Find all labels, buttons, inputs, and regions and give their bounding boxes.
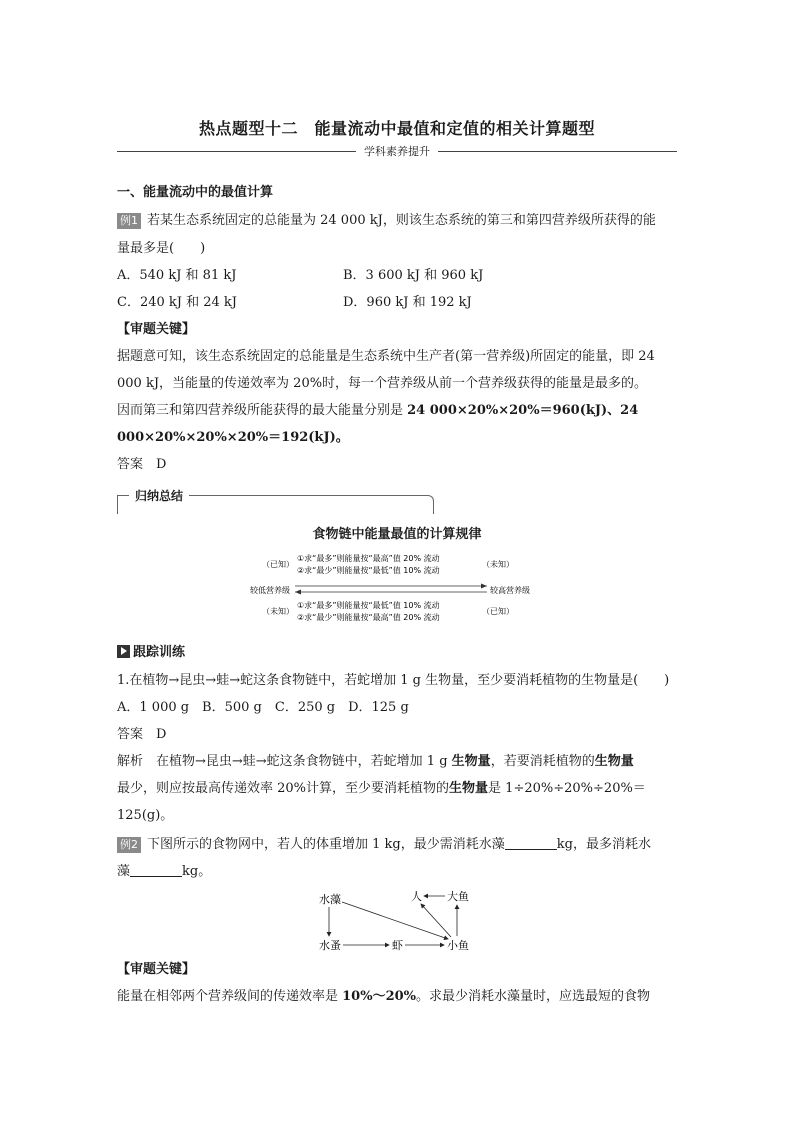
analysis-bold: 生物量 <box>594 754 634 769</box>
rule-2: ②求“最少”则能量按“最低”值 10% 流动 <box>297 566 440 575</box>
edge-algae-smallfish <box>342 902 448 939</box>
key-heading: 【审题关键】 <box>117 322 196 337</box>
key-heading-2: 【审题关键】 <box>117 962 196 977</box>
node-water-flea: 水蚤 <box>319 939 341 952</box>
analysis-text: 。求最少消耗水藻量时，应选最短的食物 <box>416 989 651 1004</box>
question-1-analysis-3: 125(g)。 <box>117 808 174 823</box>
node-algae: 水藻 <box>319 893 341 906</box>
rule-4: ②求“最少”则能量按“最高”值 20% 流动 <box>297 613 440 622</box>
node-small-fish: 小鱼 <box>447 939 469 952</box>
example-tag: 例1 <box>117 213 141 229</box>
question-1-analysis-1 <box>117 749 677 775</box>
example-2-question <box>117 832 677 858</box>
analysis-text: 最少，则应按最高传递效率 20%计算，至少要消耗植物的 <box>117 781 450 796</box>
node-shrimp: 虾 <box>392 939 403 952</box>
section-heading: 一、能量流动中的最值计算 <box>117 185 274 200</box>
options-row-1 <box>117 263 677 289</box>
analysis-line-1: 据题意可知，该生态系统固定的总能量是生态系统中生产者(第一营养级)所固定的能量，即 24 <box>117 349 655 364</box>
answer-blank[interactable] <box>130 862 182 877</box>
example-1-question-cont: 量最多是( ) <box>117 241 206 256</box>
question-text: 藻 <box>117 864 131 879</box>
rule-title: 食物链中能量最值的计算规律 <box>312 527 482 542</box>
analysis-text: 能量在相邻两个营养级间的传递效率是 <box>117 989 343 1004</box>
answer-blank[interactable] <box>505 835 557 850</box>
arrow-down-head <box>295 590 301 595</box>
page-title: 热点题型十二 能量流动中最值和定值的相关计算题型 <box>198 119 595 138</box>
question-text: 下图所示的食物网中，若人的体重增加 1 kg，最少需消耗水藻 <box>147 837 505 852</box>
example-1-question <box>117 208 677 234</box>
analysis-line-2: 000 kJ，当能量的传递效率为 20%时，每一个营养级从前一个营养级获得的能量是最多的。 <box>117 376 648 391</box>
higher-level-label: 较高营养级 <box>490 586 530 595</box>
arrow-up-head <box>481 584 487 589</box>
example-2-question-cont <box>117 859 677 885</box>
analysis-text: ，若要消耗植物的 <box>490 754 595 769</box>
divider-left <box>117 151 356 152</box>
example-2-analysis <box>117 984 677 1010</box>
analysis-bold: 生物量 <box>449 781 489 796</box>
analysis-text: 解析 在植物→昆虫→蛙→蛇这条食物链中，若蛇增加 1 g <box>117 754 452 769</box>
example-tag: 例2 <box>117 837 141 853</box>
analysis-text: 因而第三和第四营养级所能获得的最大能量分别是 <box>117 403 408 418</box>
subtitle: 学科素养提升 <box>364 145 430 158</box>
option-b: B．3 600 kJ 和 960 kJ <box>343 268 484 283</box>
analysis-formula: 24 000×20%×20%＝960(kJ)、24 <box>407 403 639 418</box>
analysis-bold: 生物量 <box>451 754 491 769</box>
tracking-heading-text: 跟踪训练 <box>133 645 186 660</box>
option-d: D．960 kJ 和 192 kJ <box>343 295 472 310</box>
lower-level-label: 较低营养级 <box>250 586 290 595</box>
summary-box <box>117 489 434 514</box>
node-big-fish: 大鱼 <box>447 890 469 903</box>
divider-right <box>438 151 677 152</box>
answer: 答案 D <box>117 457 167 472</box>
summary-box-left-edge <box>117 496 124 514</box>
edge-smallfish-human <box>421 904 451 937</box>
known-label-bottom: （已知） <box>482 607 514 616</box>
node-human: 人 <box>411 890 422 903</box>
question-1-analysis-2 <box>117 776 677 802</box>
subtitle-bar <box>117 143 677 159</box>
food-web-diagram <box>315 886 485 956</box>
unknown-label-top: （未知） <box>482 560 514 569</box>
options-row-2 <box>117 290 677 316</box>
rule-diagram <box>237 548 557 628</box>
summary-label: 归纳总结 <box>129 487 189 504</box>
question-text: kg。 <box>182 864 212 879</box>
question-text: kg，最多消耗水 <box>556 837 651 852</box>
play-icon <box>117 645 130 658</box>
rule-3: ①求“最多”则能量按“最低”值 10% 流动 <box>297 601 440 610</box>
question-text: 若某生态系统固定的总能量为 24 000 kJ，则该生态系统的第三和第四营养级所获得的能 <box>147 213 656 228</box>
question-1: 1.在植物→昆虫→蛙→蛇这条食物链中，若蛇增加 1 g 生物量，至少要消耗植物的生物量是( ) <box>117 673 670 688</box>
question-1-answer: 答案 D <box>117 727 167 742</box>
question-1-options: A．1 000 g B．500 g C．250 g D．125 g <box>117 700 409 715</box>
option-c: C．240 kJ 和 24 kJ <box>117 295 238 310</box>
unknown-label-bottom: （未知） <box>262 607 294 616</box>
analysis-line-4: 000×20%×20%×20%＝192(kJ)。 <box>117 430 349 445</box>
analysis-line-3 <box>117 398 677 424</box>
analysis-bold: 10%～20% <box>342 989 417 1004</box>
analysis-text: 是 1÷20%÷20%÷20%＝ <box>488 781 646 796</box>
tracking-heading <box>117 640 677 666</box>
known-label-top: （已知） <box>262 560 294 569</box>
rule-1: ①求“最多”则能量按“最高”值 20% 流动 <box>297 554 440 563</box>
option-a: A．540 kJ 和 81 kJ <box>117 268 237 283</box>
